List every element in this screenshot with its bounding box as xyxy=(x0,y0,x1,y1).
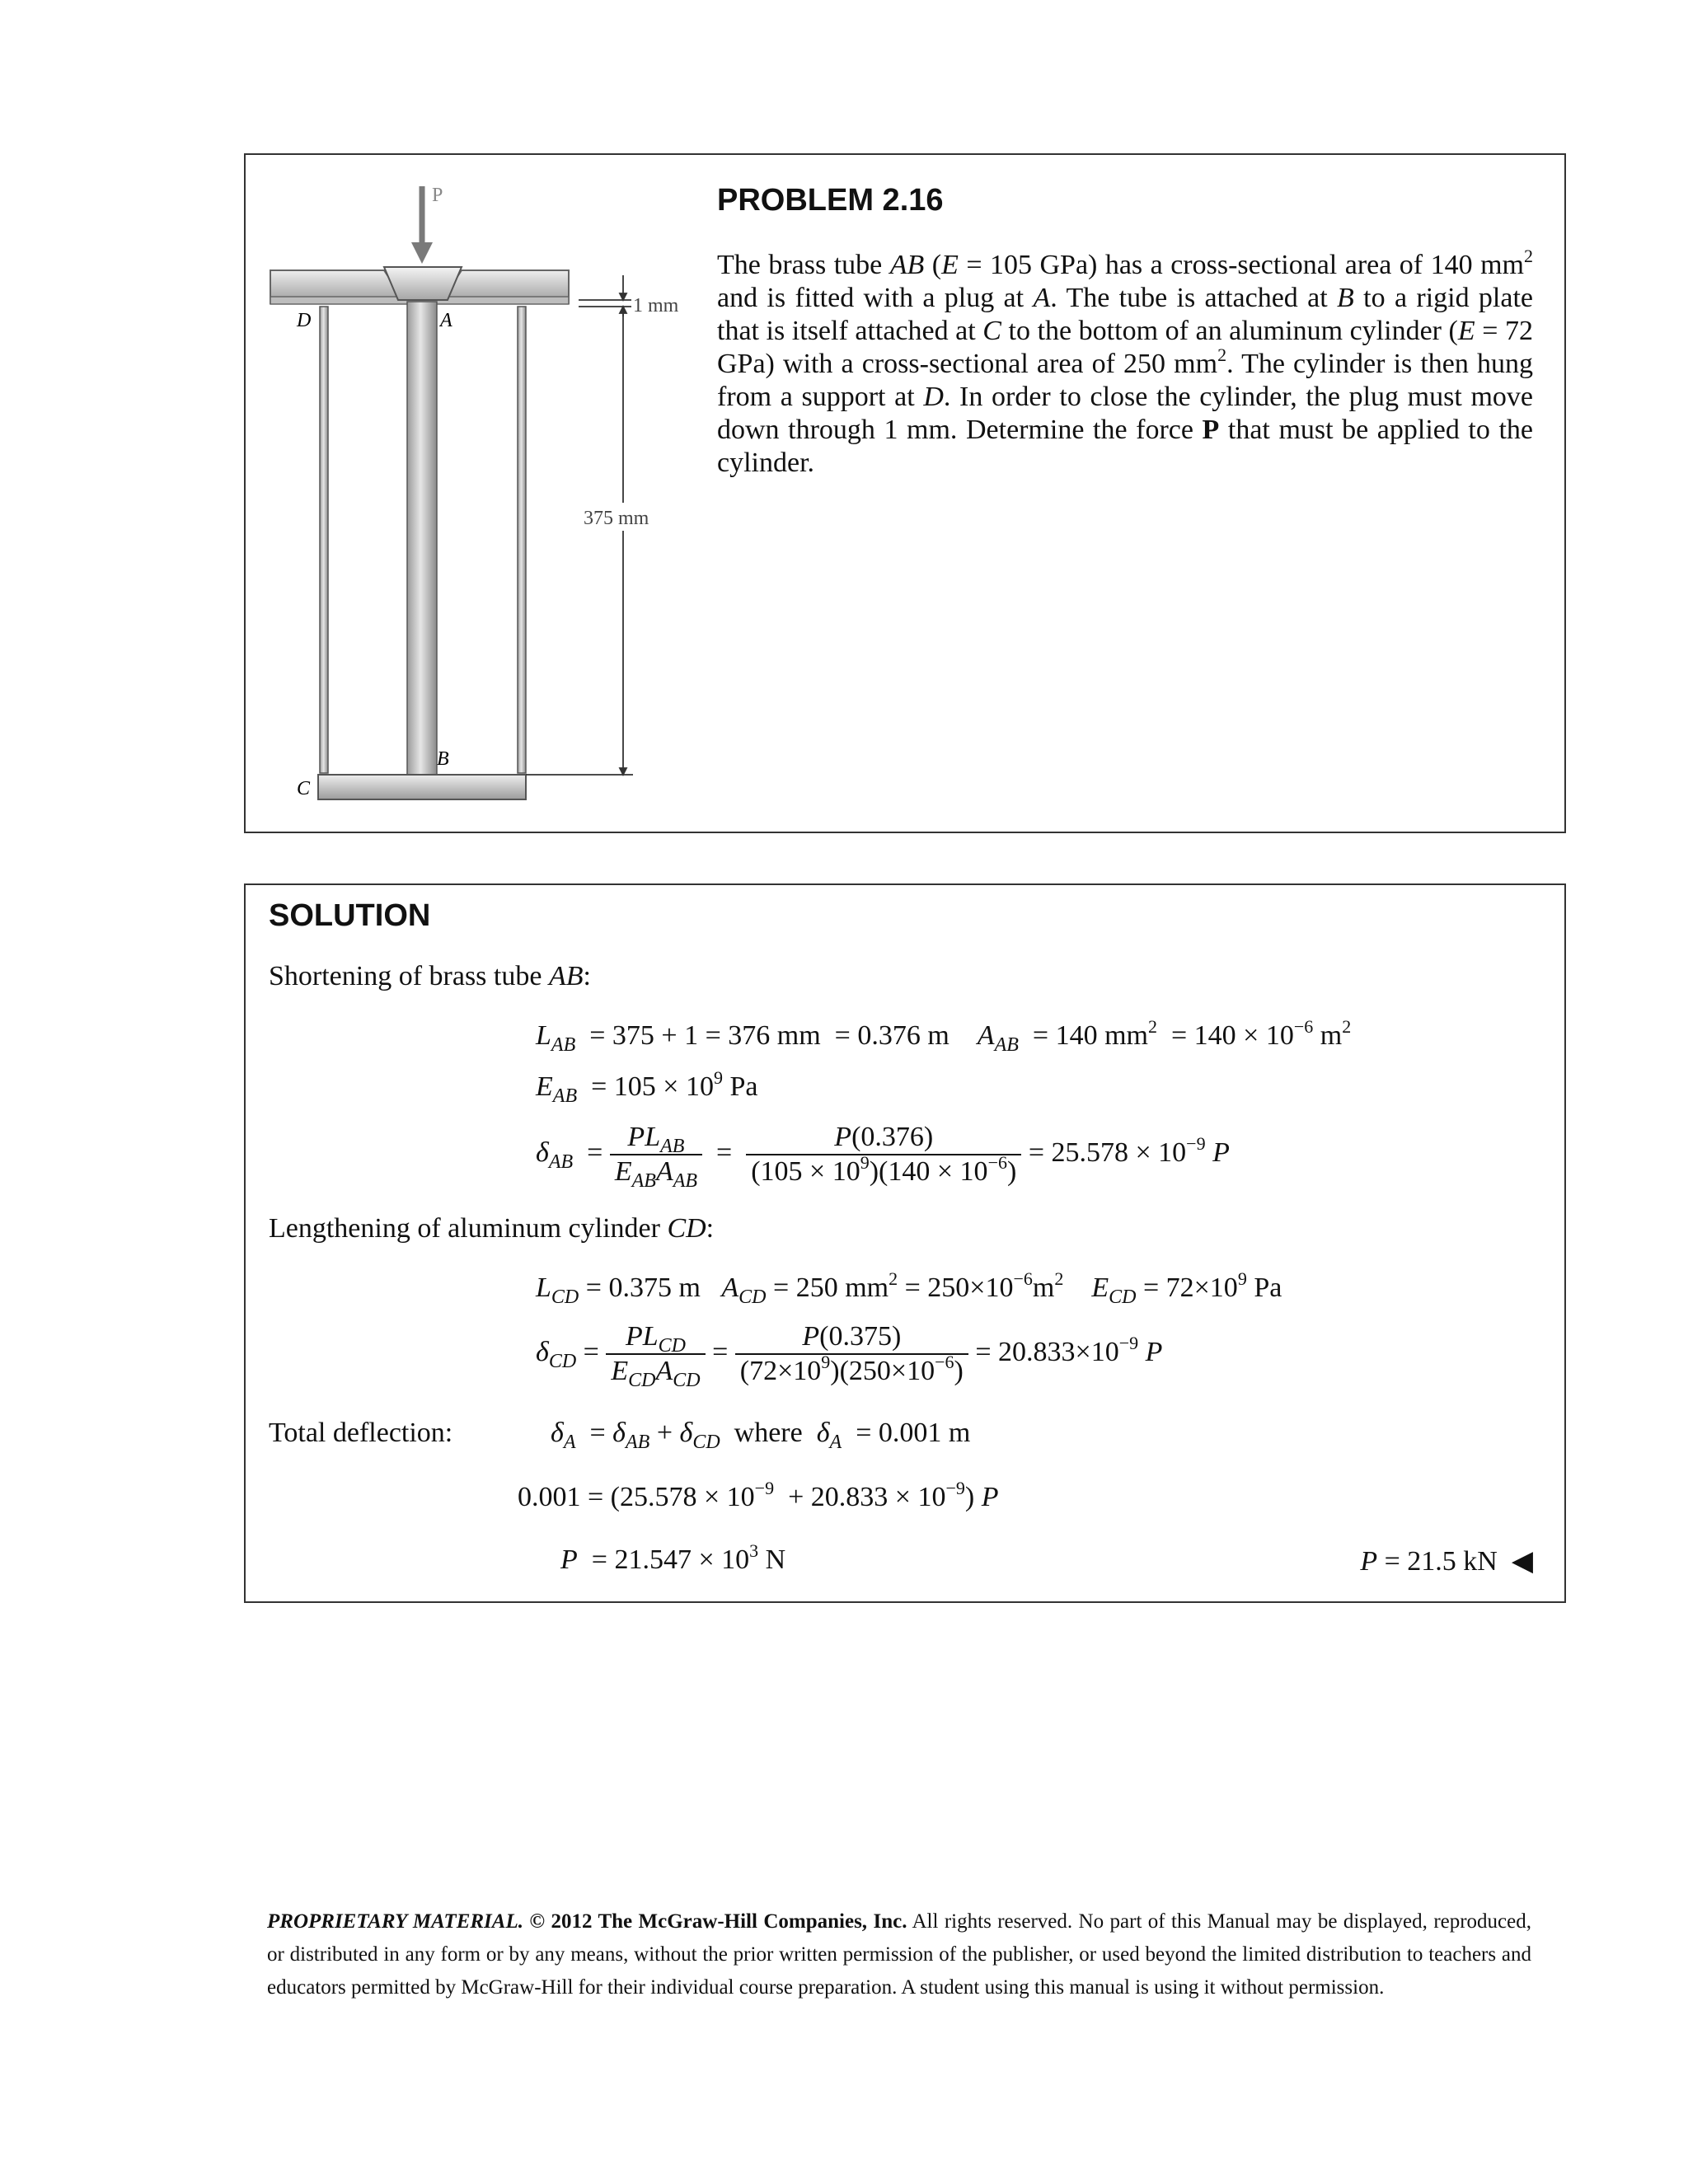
shortening-label: Shortening of brass tube AB: xyxy=(269,961,591,991)
fraction-numerator: $PL_{CD}$ xyxy=(606,1320,705,1355)
delta-cd-result: = $20.833\times 10^{-9}$ P xyxy=(975,1332,1163,1367)
shortening-target: AB xyxy=(548,961,584,991)
fraction-numerator: P(0.375) xyxy=(735,1320,968,1355)
fraction-denominator: $E_{CD}A_{CD}$ xyxy=(611,1356,701,1391)
equation-modulus-ab: $E_{AB} = 105 \times 10^9$ Pa xyxy=(536,1067,758,1107)
problem-figure xyxy=(246,155,707,831)
delta-ab-lhs: $\delta_{AB}$ = xyxy=(536,1137,603,1173)
footer-body: All rights reserved. No part of this Manual may be displayed, reproduced, or distributed in any form or by any means, without the prior written permission of the publisher, or used beyond the limited distribution to teachers and educators permitted by McGraw-Hill for their individual course preparation. A student using this manual is using it without permission. xyxy=(267,1910,1532,1999)
equation-solve-p: $0.001 = (25.578 \times 10^{-9} + 20.833 \times 10^{-9})$ P xyxy=(518,1478,999,1512)
lengthening-label: Lengthening of aluminum cylinder CD: xyxy=(269,1213,715,1244)
problem-statement: The brass tube AB (E = 105 GPa) has a cross-sectional area of 140 $mm^2$ and is fitted with a plug at A. The tube is attached at B to a rigid plate that is itself attached at C to the bottom of an aluminum cylinder (E = 72 GPa) with a cross-sectional area of 250 $mm^2$. The cylinder is then hung from a support at D. In order to close the cylinder, the plug must move down through 1 mm. Determine the force P that must be applied to the cylinder. xyxy=(717,246,1534,478)
solution-title: SOLUTION xyxy=(269,898,431,933)
force-arrow-icon xyxy=(411,186,433,264)
delta-cd-fraction-1 xyxy=(606,1320,705,1391)
footer-copyright: © 2012 The McGraw-Hill Companies, Inc. xyxy=(529,1910,907,1933)
delta-ab-result: = $25.578 \times 10^{-9}$ P xyxy=(1028,1132,1230,1168)
fraction-denominator: $E_{AB}A_{AB}$ xyxy=(614,1156,698,1192)
equation-delta-ab: $\delta_{AB}$ = $\frac{PL_{AB}}{E_{AB}A_{AB}}$ = $\frac{P(0.376)}{(105 \times 10^9)(140 \times 10^{-6})}$ = $25.578 \times 10^{-9}$ P xyxy=(536,1122,1230,1192)
fraction-numerator: $PL_{AB}$ xyxy=(610,1121,702,1155)
equation-length-area-modulus-cd: $L_{CD} = 0.375$ m $A_{CD} = 250$ $mm^2 = 250\times 10^{-6}m^2$ $E_{CD} = 72\times 10^9$ Pa xyxy=(536,1268,1282,1308)
equation-length-area-ab: $L_{AB} = 375 + 1 = 376$ mm = 0.376 m $A_{AB} = 140$ $mm^2 = 140 \times 10^{-6}$ $m^2$ xyxy=(536,1016,1352,1056)
delta-cd-lhs: $\delta_{CD}$ = xyxy=(536,1336,599,1372)
shortening-label-text: Shortening of brass tube xyxy=(269,961,542,991)
fraction-numerator: P(0.376) xyxy=(746,1121,1021,1155)
equation-p-result: $P = 21.547 \times 10^3$ N xyxy=(560,1540,786,1575)
delta-cd-fraction-2 xyxy=(735,1320,968,1388)
brass-tube xyxy=(407,302,437,775)
label-P: P xyxy=(432,185,443,206)
problem-box xyxy=(244,153,1566,833)
delta-ab-fraction-1 xyxy=(610,1121,702,1192)
dim-length-label: 375 mm xyxy=(584,508,649,529)
total-deflection-label: Total deflection: xyxy=(269,1418,453,1448)
delta-ab-fraction-2 xyxy=(746,1121,1021,1188)
footer-lead: PROPRIETARY MATERIAL. xyxy=(267,1910,523,1933)
equation-total-deflection: $\delta_A = \delta_{AB} + \delta_{CD}$ where $\delta_A = 0.001$ m xyxy=(551,1418,971,1453)
fraction-denominator: $(72\times 10^9)(250\times 10^{-6})$ xyxy=(739,1352,964,1386)
rigid-plate xyxy=(318,775,526,799)
fraction-denominator: $(105 \times 10^9)(140 \times 10^{-6})$ xyxy=(751,1152,1017,1187)
solution-box xyxy=(244,883,1566,1603)
lengthening-target: CD xyxy=(667,1213,706,1244)
lengthening-label-text: Lengthening of aluminum cylinder xyxy=(269,1213,660,1244)
label-B: B xyxy=(437,748,449,770)
problem-title: PROBLEM 2.16 xyxy=(717,183,944,218)
equation-delta-cd: $\delta_{CD}$ = $\frac{PL_{CD}}{E_{CD}A_{CD}}$ = $\frac{P(0.375)}{(72\times 10^9)(250\times 10^{-6})}$ = $20.833\times 10^{-9}$ P xyxy=(536,1321,1163,1391)
copyright-footer xyxy=(267,1905,1531,2004)
plug xyxy=(384,267,462,300)
label-A: A xyxy=(440,310,452,331)
label-D: D xyxy=(297,310,312,331)
label-C: C xyxy=(297,778,311,799)
dim-gap-label: 1 mm xyxy=(633,295,679,316)
final-answer: P = 21.5 kN ◀ xyxy=(1360,1546,1533,1577)
